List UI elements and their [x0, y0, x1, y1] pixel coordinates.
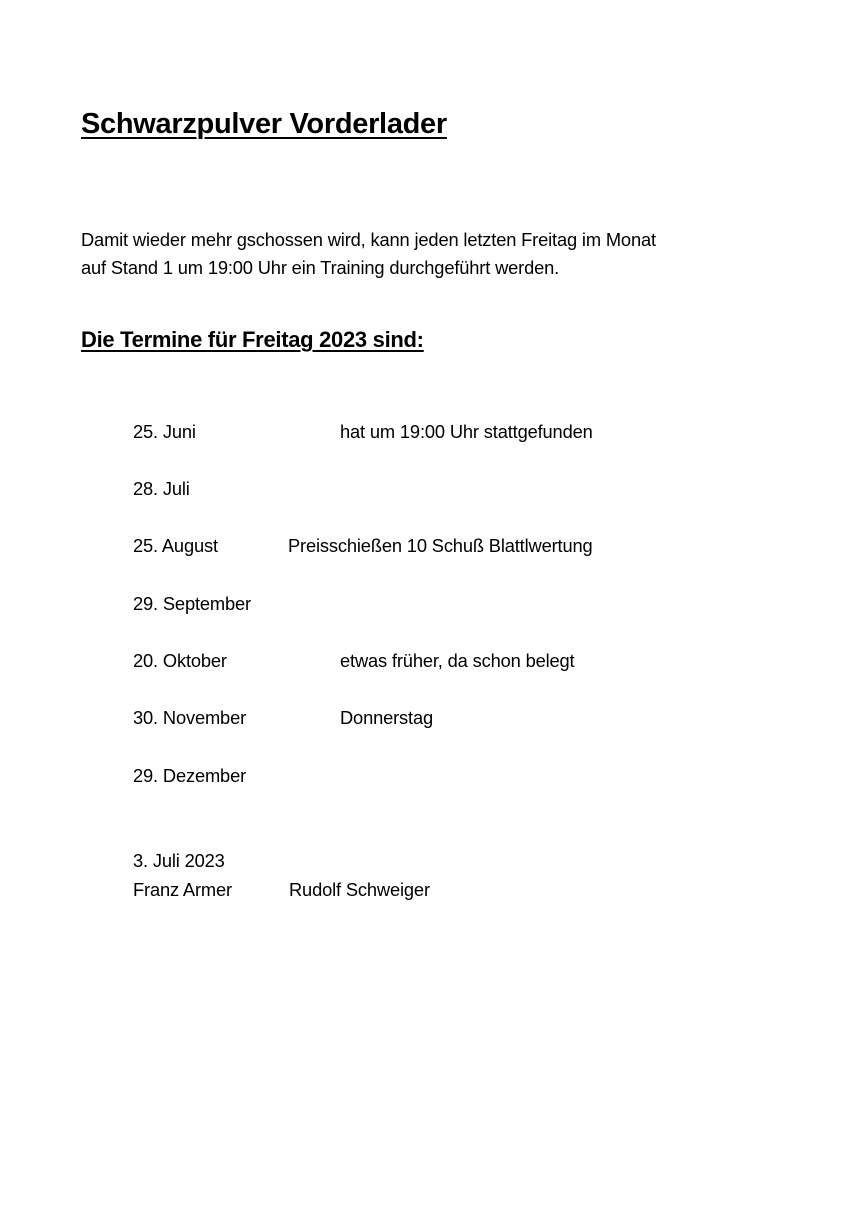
schedule-note: Preisschießen 10 Schuß Blattlwertung — [288, 535, 593, 556]
schedule-note: Donnerstag — [340, 707, 434, 728]
schedule-date: 25. August — [133, 535, 218, 556]
intro-line-1: Damit wieder mehr gschossen wird, kann jeden letzten Freitag im Monat — [81, 229, 656, 250]
document-title: Schwarzpulver Vorderlader — [81, 108, 447, 140]
schedule-date: 25. Juni — [133, 421, 196, 442]
schedule-date: 30. November — [133, 707, 247, 728]
footer-date: 3. Juli 2023 — [133, 850, 225, 871]
schedule-date: 29. September — [133, 593, 251, 614]
schedule-date: 28. Juli — [133, 478, 190, 499]
schedule-date: 29. Dezember — [133, 765, 247, 786]
schedule-heading: Die Termine für Freitag 2023 sind: — [81, 327, 424, 352]
schedule-note: etwas früher, da schon belegt — [340, 650, 575, 671]
intro-line-2: auf Stand 1 um 19:00 Uhr ein Training durchgeführt werden. — [81, 257, 560, 278]
schedule-note: hat um 19:00 Uhr stattgefunden — [340, 421, 593, 442]
signer-name: Rudolf Schweiger — [289, 879, 430, 900]
signer-name: Franz Armer — [133, 879, 232, 900]
schedule-date: 20. Oktober — [133, 650, 227, 671]
